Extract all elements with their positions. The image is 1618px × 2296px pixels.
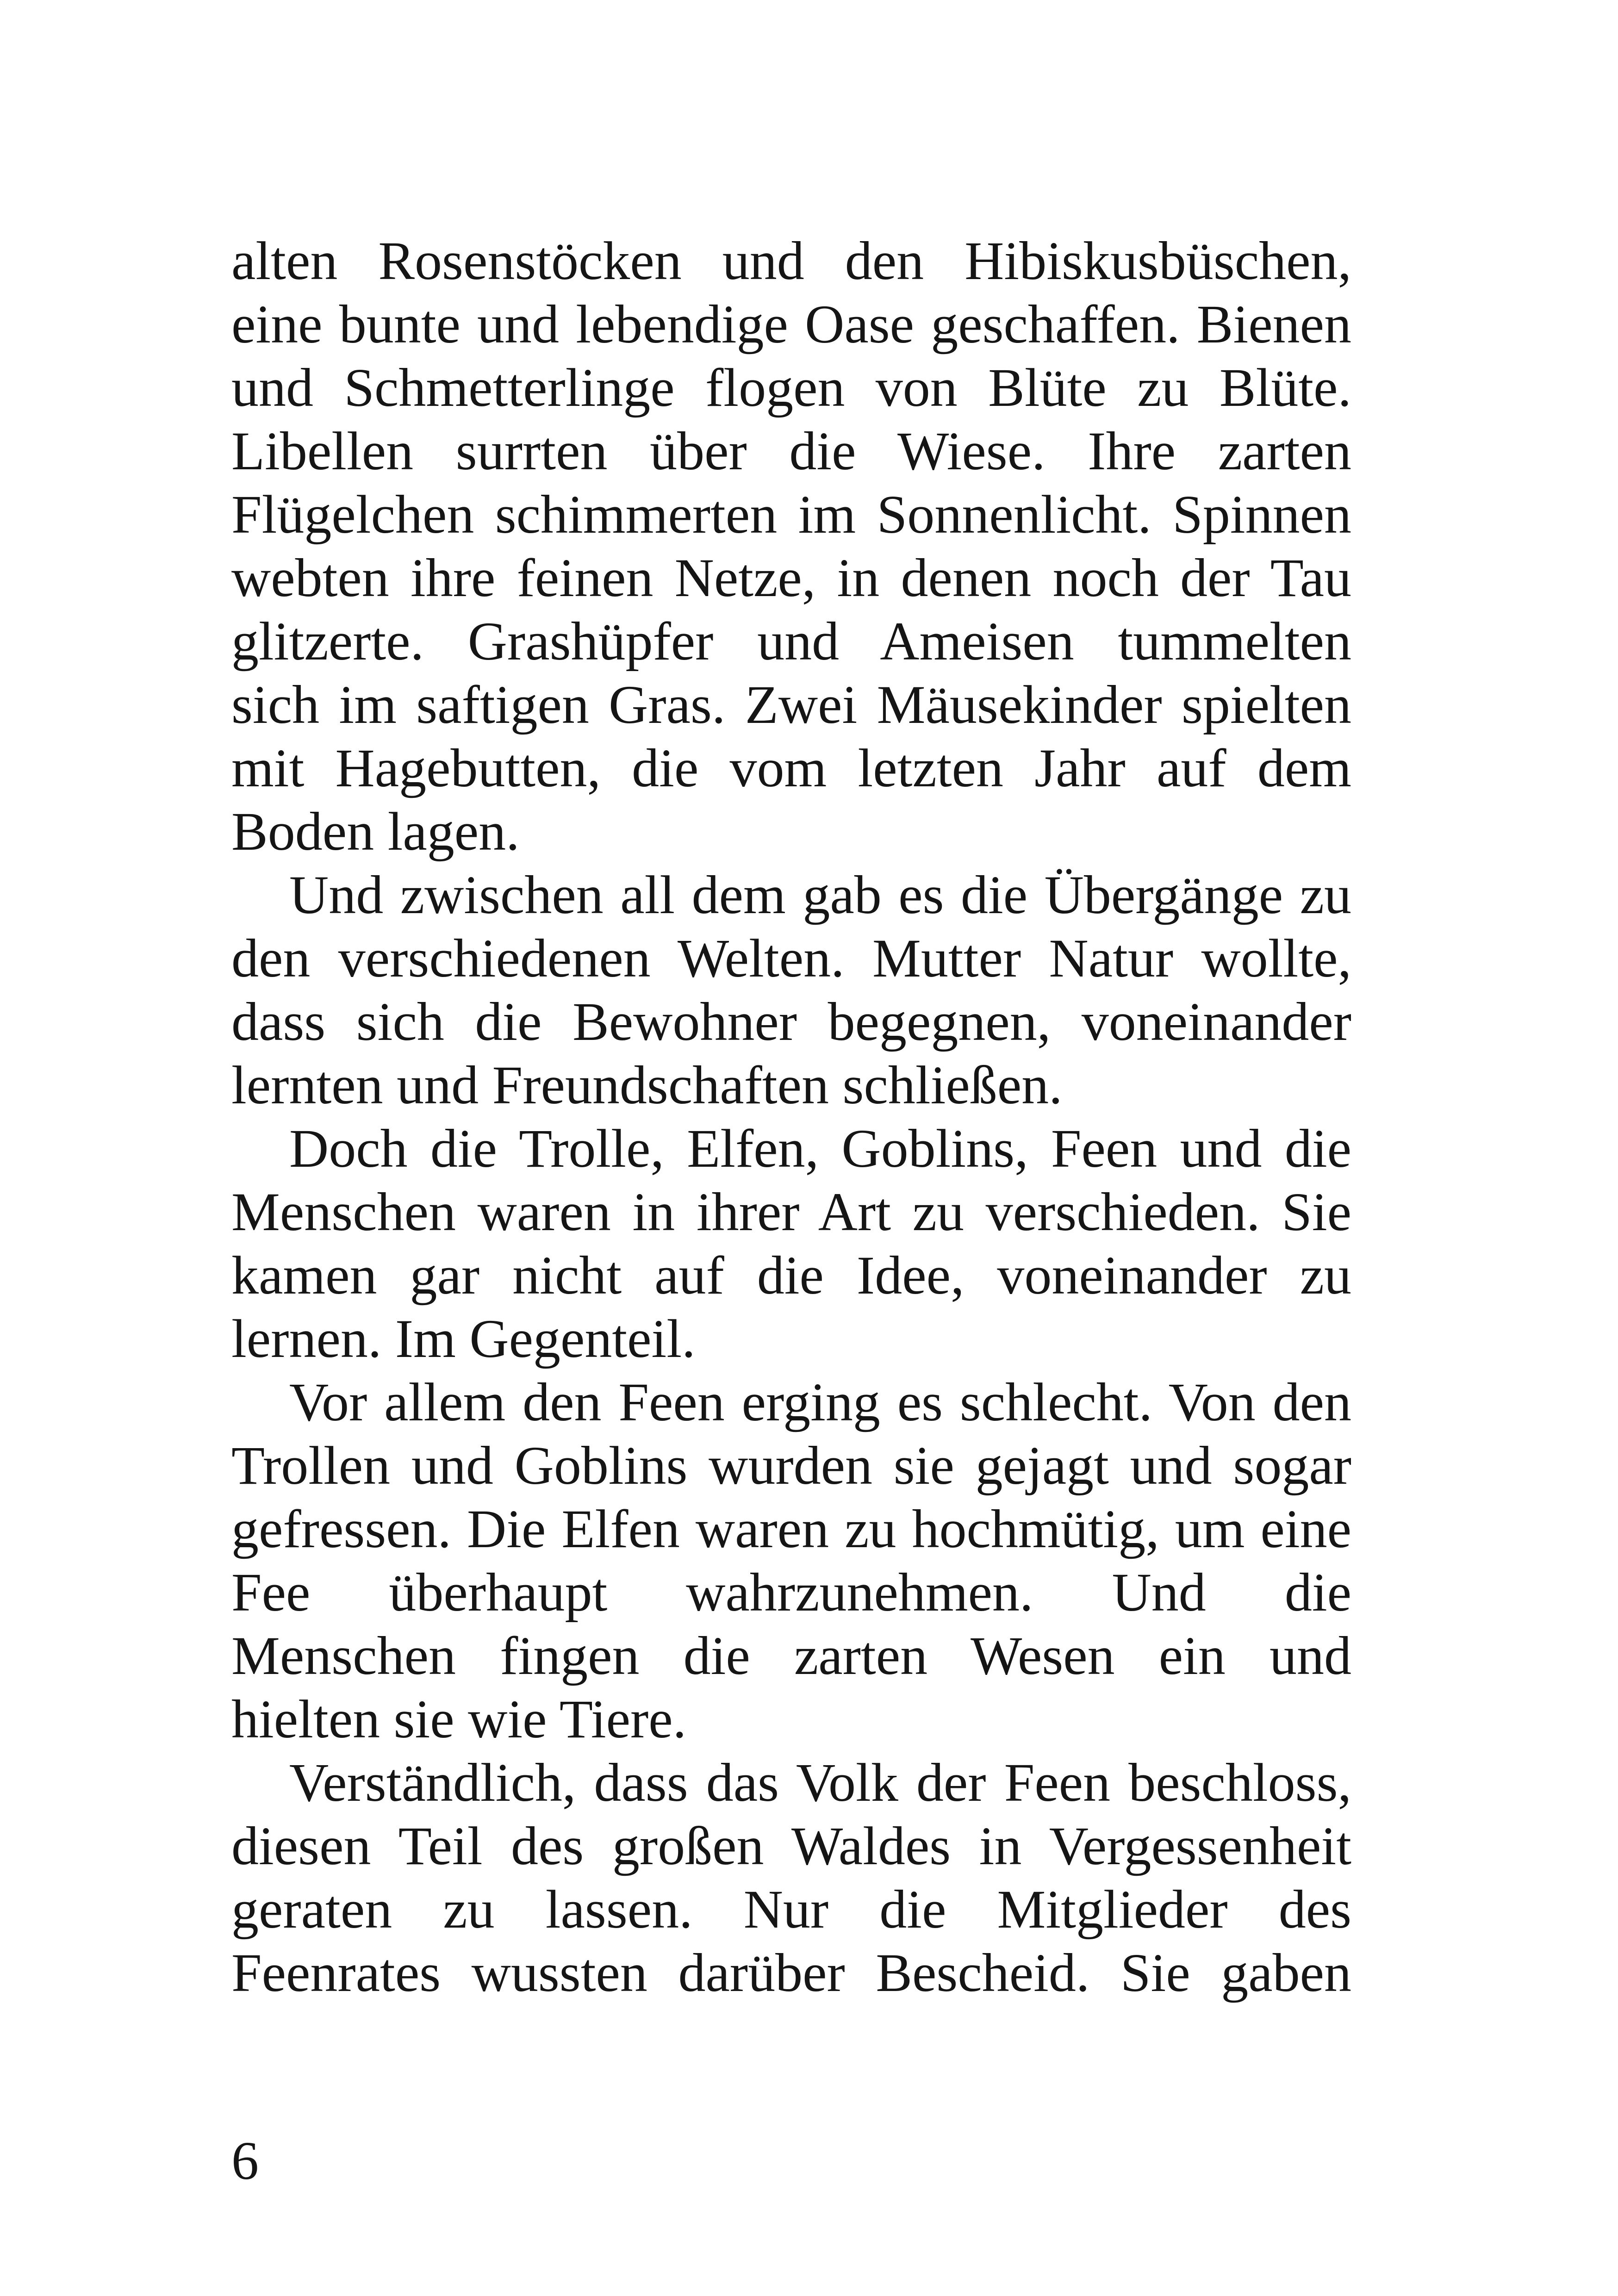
paragraph (231, 229, 1351, 863)
text-line: glitzerte. Grashüpfer und Ameisen tummelten (231, 611, 1351, 672)
text-line: Flügelchen schimmerten im Sonnenlicht. Spinnen (231, 484, 1351, 545)
text-line: Fee überhaupt wahrzunehmen. Und die (231, 1562, 1351, 1623)
text-line: den verschiedenen Welten. Mutter Natur wollte, (231, 928, 1351, 989)
text-line: diesen Teil des großen Waldes in Vergessenheit (231, 1816, 1351, 1876)
text-line: dass sich die Bewohner begegnen, voneinander (231, 991, 1351, 1052)
text-line: Und zwischen all dem gab es die Übergänge zu (289, 865, 1351, 925)
text-line: hielten sie wie Tiere. (231, 1689, 687, 1749)
page-number: 6 (231, 2130, 259, 2191)
text-line: eine bunte und lebendige Oase geschaffen. Bienen (231, 294, 1351, 355)
text-line: Boden lagen. (231, 801, 520, 862)
text-line: mit Hagebutten, die vom letzten Jahr auf dem (231, 738, 1351, 798)
text-line: alten Rosenstöcken und den Hibiskusbüschen, (231, 230, 1351, 291)
text-line: und Schmetterlinge flogen von Blüte zu Blüte. (231, 357, 1351, 418)
text-line: Vor allem den Feen erging es schlecht. Von den (289, 1372, 1351, 1432)
text-line: lernten und Freundschaften schließen. (231, 1055, 1063, 1115)
paragraph (231, 863, 1351, 1117)
body-text (231, 229, 1351, 2004)
text-line: lernen. Im Gegenteil. (231, 1308, 696, 1369)
paragraph (231, 1370, 1351, 1751)
paragraph (231, 1751, 1351, 2004)
text-line: Trollen und Goblins wurden sie gejagt und sogar (231, 1435, 1351, 1496)
text-line: gefressen. Die Elfen waren zu hochmütig, um eine (231, 1499, 1351, 1559)
text-line: Verständlich, dass das Volk der Feen beschloss, (289, 1752, 1351, 1813)
text-line: Menschen fingen die zarten Wesen ein und (231, 1625, 1351, 1686)
text-line: Doch die Trolle, Elfen, Goblins, Feen und die (289, 1118, 1351, 1179)
paragraph (231, 1117, 1351, 1370)
text-line: webten ihre feinen Netze, in denen noch der Tau (231, 548, 1351, 608)
text-line: geraten zu lassen. Nur die Mitglieder des (231, 1879, 1351, 1940)
text-line: sich im saftigen Gras. Zwei Mäusekinder spielten (231, 674, 1351, 735)
text-line: Feenrates wussten darüber Bescheid. Sie gaben (231, 1942, 1351, 2003)
text-line: kamen gar nicht auf die Idee, voneinander zu (231, 1245, 1351, 1306)
text-line: Menschen waren in ihrer Art zu verschieden. Sie (231, 1182, 1351, 1242)
text-line: Libellen surrten über die Wiese. Ihre zarten (231, 421, 1351, 481)
